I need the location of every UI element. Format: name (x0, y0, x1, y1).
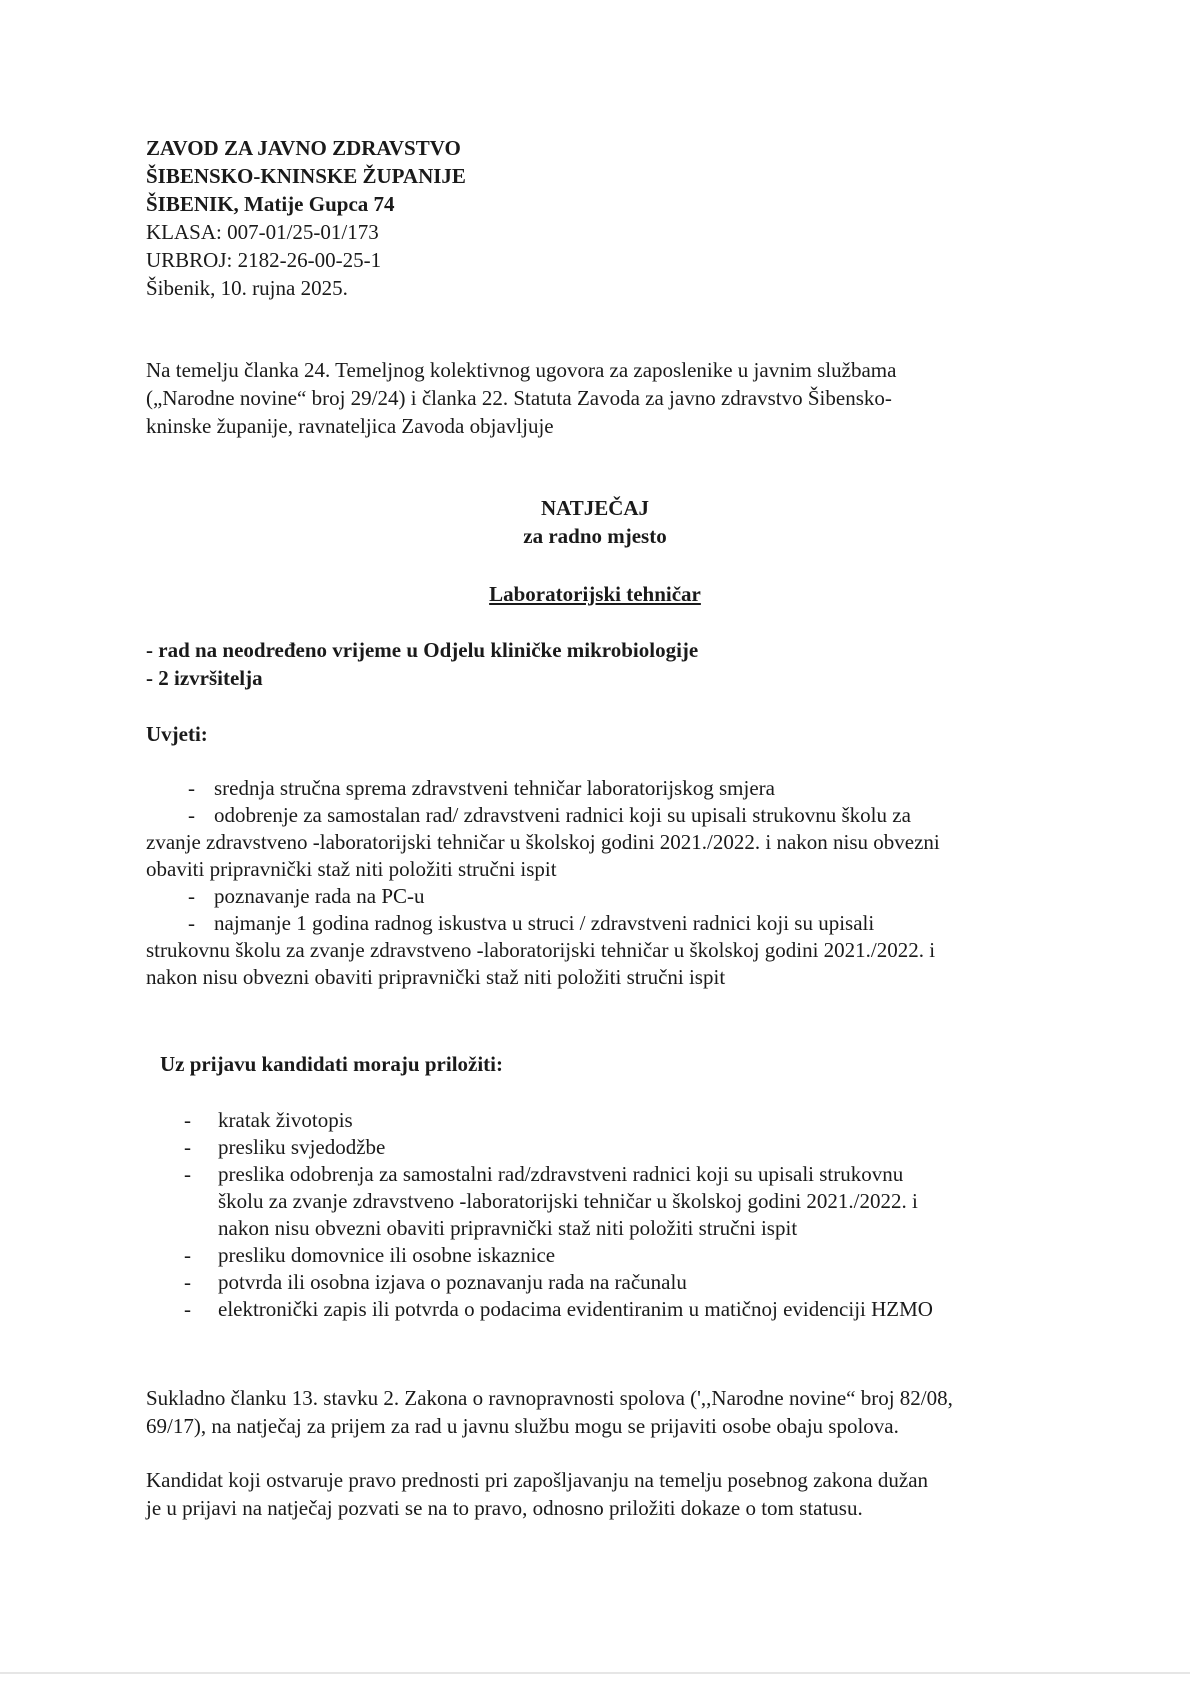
list-dash: - (188, 803, 195, 827)
intro-line-3: kninske županije, ravnateljica Zavoda objavljuje (146, 414, 554, 438)
closing-p1-line-2: 69/17), na natječaj za prijem za rad u javnu službu mogu se prijaviti osobe obaju spolova. (146, 1414, 899, 1438)
institution-address: ŠIBENIK, Matije Gupca 74 (146, 192, 395, 216)
institution-name: ZAVOD ZA JAVNO ZDRAVSTVO (146, 136, 461, 160)
conditions-heading: Uvjeti: (146, 722, 208, 746)
attachment-5: potvrda ili osobna izjava o poznavanju rada na računalu (218, 1270, 687, 1294)
list-dash: - (184, 1243, 191, 1267)
condition-4-line-3: nakon nisu obvezni obaviti pripravnički staž niti položiti stručni ispit (146, 965, 726, 989)
condition-4-line-2: strukovnu školu za zvanje zdravstveno -laboratorijski tehničar u školskoj godini 2021./2022. i (146, 938, 936, 962)
condition-3: poznavanje rada na PC-u (214, 884, 425, 908)
urbroj-number: URBROJ: 2182-26-00-25-1 (146, 248, 382, 272)
attachment-3-line-1: preslika odobrenja za samostalni rad/zdravstveni radnici koji su upisali strukovnu (218, 1162, 904, 1186)
institution-county: ŠIBENSKO-KNINSKE ŽUPANIJE (146, 164, 466, 188)
notice-title: NATJEČAJ (540, 496, 650, 520)
attachment-1: kratak životopis (218, 1108, 353, 1132)
list-dash: - (184, 1162, 191, 1186)
attachment-4: presliku domovnice ili osobne iskaznice (218, 1243, 556, 1267)
list-dash: - (184, 1297, 191, 1321)
attachment-6: elektronički zapis ili potvrda o podacima evidentiranim u matičnoj evidenciji HZMO (218, 1297, 933, 1321)
list-dash: - (188, 884, 195, 908)
klasa-number: KLASA: 007-01/25-01/173 (146, 220, 379, 244)
condition-4-line-1: najmanje 1 godina radnog iskustva u struci / zdravstveni radnici koji su upisali (214, 911, 875, 935)
attachments-heading: Uz prijavu kandidati moraju priložiti: (160, 1052, 504, 1076)
position-title (0, 580, 1190, 608)
intro-line-1: Na temelju članka 24. Temeljnog kolektivnog ugovora za zaposlenike u javnim službama (146, 358, 897, 382)
condition-1: srednja stručna sprema zdravstveni tehničar laboratorijskog smjera (214, 776, 775, 800)
job-detail-2: - 2 izvršitelja (146, 666, 263, 690)
list-dash: - (184, 1270, 191, 1294)
closing-p1-line-1: Sukladno članku 13. stavku 2. Zakona o ravnopravnosti spolova (',,Narodne novine“ broj 82/08, (146, 1386, 953, 1410)
list-dash: - (184, 1108, 191, 1132)
attachment-3-line-2: školu za zvanje zdravstveno -laboratorijski tehničar u školskoj godini 2021./2022. i (218, 1189, 918, 1213)
document-date: Šibenik, 10. rujna 2025. (146, 276, 348, 300)
list-dash: - (184, 1135, 191, 1159)
scan-edge-divider (0, 1672, 1190, 1674)
condition-2-line-1: odobrenje za samostalan rad/ zdravstveni radnici koji su upisali strukovnu školu za (214, 803, 911, 827)
attachment-3-line-3: nakon nisu obvezni obaviti pripravnički staž niti položiti stručni ispit (218, 1216, 798, 1240)
list-dash: - (188, 776, 195, 800)
list-dash: - (188, 911, 195, 935)
position-title-text: Laboratorijski tehničar (489, 582, 701, 606)
job-detail-1: - rad na neodređeno vrijeme u Odjelu kliničke mikrobiologije (146, 638, 699, 662)
condition-2-line-3: obaviti pripravnički staž niti položiti stručni ispit (146, 857, 557, 881)
intro-line-2: („Narodne novine“ broj 29/24) i članka 22. Statuta Zavoda za javno zdravstvo Šibensko- (146, 386, 892, 410)
closing-p2-line-2: je u prijavi na natječaj pozvati se na to pravo, odnosno priložiti dokaze o tom statusu. (146, 1496, 863, 1520)
notice-subtitle: za radno mjesto (523, 524, 667, 548)
closing-p2-line-1: Kandidat koji ostvaruje pravo prednosti pri zapošljavanju na temelju posebnog zakona dužan (146, 1468, 929, 1492)
condition-2-line-2: zvanje zdravstveno -laboratorijski tehničar u školskoj godini 2021./2022. i nakon nisu obvezni (146, 830, 940, 854)
attachment-2: presliku svjedodžbe (218, 1135, 386, 1159)
